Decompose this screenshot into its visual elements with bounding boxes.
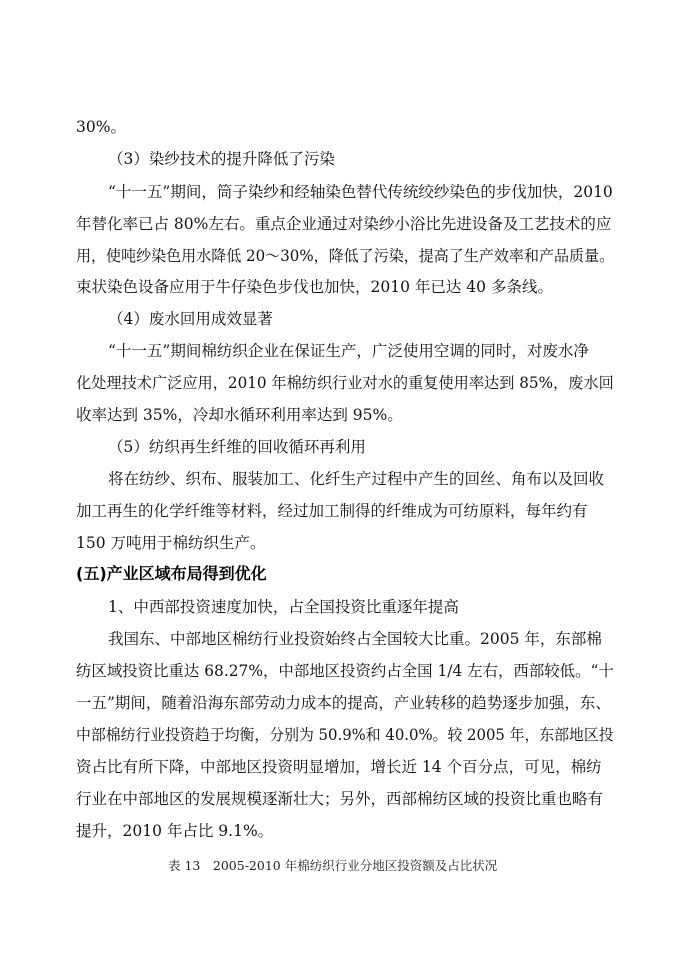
text-line: 纺区域投资比重达 68.27%，中部地区投资约占全国 1/4 左右，西部较低。“十 bbox=[76, 662, 614, 680]
text-line: 150 万吨用于棉纺织生产。 bbox=[76, 534, 266, 552]
subheading-wastewater: （4）废水回用成效显著 bbox=[108, 310, 273, 328]
text-line: 用，使吨纱染色用水降低 20～30%，降低了污染，提高了生产效率和产品质量。 bbox=[76, 247, 615, 265]
text-line: 收率达到 35%，冷却水循环利用率达到 95%。 bbox=[76, 406, 403, 424]
text-line: 化处理技术广泛应用，2010 年棉纺织行业对水的重复使用率达到 85%，废水回 bbox=[76, 374, 614, 392]
text-line: “十一五”期间棉纺织企业在保证生产，广泛使用空调的同时，对废水净 bbox=[108, 342, 589, 360]
text-line: 中部棉纺行业投资趋于均衡，分别为 50.9%和 40.0%。较 2005 年，东部地区投 bbox=[76, 726, 614, 744]
subheading-recycling: （5）纺织再生纤维的回收循环再利用 bbox=[108, 438, 366, 456]
subheading-dyeing: （3）染纱技术的提升降低了污染 bbox=[108, 150, 335, 168]
text-line: 我国东、中部地区棉纺行业投资始终占全国较大比重。2005 年，东部棉 bbox=[108, 630, 602, 648]
text-line: 提升，2010 年占比 9.1%。 bbox=[76, 822, 274, 840]
text-line: 年替化率已占 80%左右。重点企业通过对染纱小浴比先进设备及工艺技术的应 bbox=[76, 215, 612, 233]
text-line: 资占比有所下降，中部地区投资明显增加，增长近 14 个百分点，可见，棉纺 bbox=[76, 758, 602, 776]
text-line: 30%。 bbox=[76, 118, 126, 136]
text-line: 一五”期间，随着沿海东部劳动力成本的提高，产业转移的趋势逐步加强，东、 bbox=[76, 694, 611, 712]
subheading-investment: 1、中西部投资速度加快，占全国投资比重逐年提高 bbox=[108, 598, 459, 616]
text-line: 行业在中部地区的发展规模逐渐壮大；另外，西部棉纺区域的投资比重也略有 bbox=[76, 790, 604, 808]
text-line: “十一五”期间，筒子染纱和经轴染色替代传统绞纱染色的步伐加快，2010 bbox=[108, 183, 613, 201]
text-line: 加工再生的化学纤维等材料，经过加工制得的纤维成为可纺原料，每年约有 bbox=[76, 502, 588, 520]
text-line: 束状染色设备应用于牛仔染色步伐也加快，2010 年已达 40 多条线。 bbox=[76, 278, 553, 296]
text-line: 将在纺纱、织布、服装加工、化纤生产过程中产生的回丝、角布以及回收 bbox=[108, 470, 605, 488]
section-heading: (五)产业区域布局得到优化 bbox=[76, 564, 267, 583]
table-caption: 表 13 2005-2010 年棉纺织行业分地区投资额及占比状况 bbox=[168, 858, 498, 873]
